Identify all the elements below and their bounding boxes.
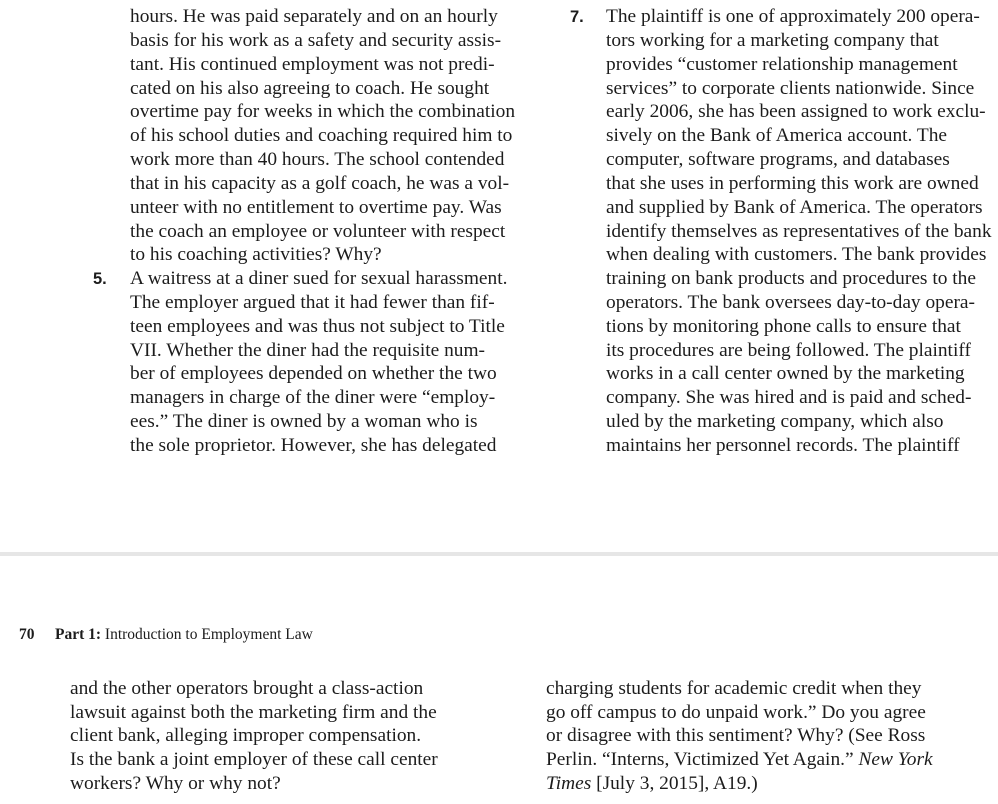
text-line: go off campus to do unpaid work.” Do you agree: [546, 702, 926, 723]
citation-italic: New York: [858, 749, 933, 770]
text-line: company. She was hired and is paid and sched-: [606, 387, 972, 408]
chapter-title: [55, 624, 313, 646]
page-number: 70: [19, 626, 35, 643]
text-line: VII. Whether the diner had the requisite num-: [130, 340, 486, 361]
text-line: the coach an employee or volunteer with respect: [130, 221, 506, 242]
text-line: [546, 748, 933, 772]
text-line: early 2006, she has been assigned to work exclu-: [606, 101, 986, 122]
text-line: services” to corporate clients nationwide. Since: [606, 78, 975, 99]
text-line: its procedures are being followed. The plaintiff: [606, 340, 971, 361]
text-line: to his coaching activities? Why?: [130, 244, 382, 265]
text-line: sively on the Bank of America account. The: [606, 125, 948, 146]
text-line: identify themselves as representatives of the bank: [606, 221, 992, 242]
text-line: basis for his work as a safety and security assis-: [130, 30, 502, 51]
text-line: that she uses in performing this work are owned: [606, 173, 979, 194]
bottom-page: [0, 556, 998, 804]
part-title: Introduction to Employment Law: [104, 626, 313, 643]
text-line: overtime pay for weeks in which the combination: [130, 101, 516, 122]
text-line: ees.” The diner is owned by a woman who is: [130, 411, 478, 432]
text-line: and supplied by Bank of America. The operators: [606, 197, 983, 218]
text-line: operators. The bank oversees day-to-day opera-: [606, 292, 975, 313]
text-line: unteer with no entitlement to overtime pay. Was: [130, 197, 502, 218]
text-line: that in his capacity as a golf coach, he was a vol-: [130, 173, 510, 194]
text-line: tors working for a marketing company that: [606, 30, 939, 51]
question-number: 7.: [570, 8, 584, 26]
text-line: The plaintiff is one of approximately 200 opera-: [606, 6, 980, 27]
text-line: provides “customer relationship management: [606, 54, 958, 75]
text-line: tant. His continued employment was not predi-: [130, 54, 495, 75]
text-line: uled by the marketing company, which also: [606, 411, 944, 432]
text-line: teen employees and was thus not subject to Title: [130, 316, 505, 337]
text-line: the sole proprietor. However, she has delegated: [130, 435, 497, 456]
text-line: ber of employees depended on whether the two: [130, 363, 497, 384]
text-line: tions by monitoring phone calls to ensure that: [606, 316, 961, 337]
citation-italic: Times: [546, 773, 592, 794]
text-line: of his school duties and coaching required him to: [130, 125, 513, 146]
text-line: hours. He was paid separately and on an hourly: [130, 6, 498, 27]
text-line: and the other operators brought a class-action: [70, 678, 424, 699]
text-line: workers? Why or why not?: [70, 773, 281, 794]
text-line: charging students for academic credit when they: [546, 678, 922, 699]
text-line: cated on his also agreeing to coach. He sought: [130, 78, 490, 99]
text-line: client bank, alleging improper compensation.: [70, 725, 422, 746]
question-number: 5.: [93, 270, 107, 288]
text-line: Is the bank a joint employer of these call center: [70, 749, 438, 770]
text-line: computer, software programs, and databases: [606, 149, 950, 170]
text-line: lawsuit against both the marketing firm and the: [70, 702, 437, 723]
text-line: or disagree with this sentiment? Why? (See Ross: [546, 725, 926, 746]
text-line: A waitress at a diner sued for sexual harassment.: [130, 268, 508, 289]
text-line: training on bank products and procedures to the: [606, 268, 976, 289]
text-line: [546, 772, 758, 796]
text-line: when dealing with customers. The bank provides: [606, 244, 987, 265]
text-line: The employer argued that it had fewer than fif-: [130, 292, 495, 313]
text-line: works in a call center owned by the marketing: [606, 363, 965, 384]
text-line: managers in charge of the diner were “employ-: [130, 387, 496, 408]
text-line: maintains her personnel records. The plaintiff: [606, 435, 960, 456]
citation-text: [July 3, 2015], A19.): [591, 773, 758, 794]
citation-text: Perlin. “Interns, Victimized Yet Again.”: [546, 749, 854, 770]
part-label: Part 1:: [55, 626, 102, 643]
text-line: work more than 40 hours. The school contended: [130, 149, 505, 170]
